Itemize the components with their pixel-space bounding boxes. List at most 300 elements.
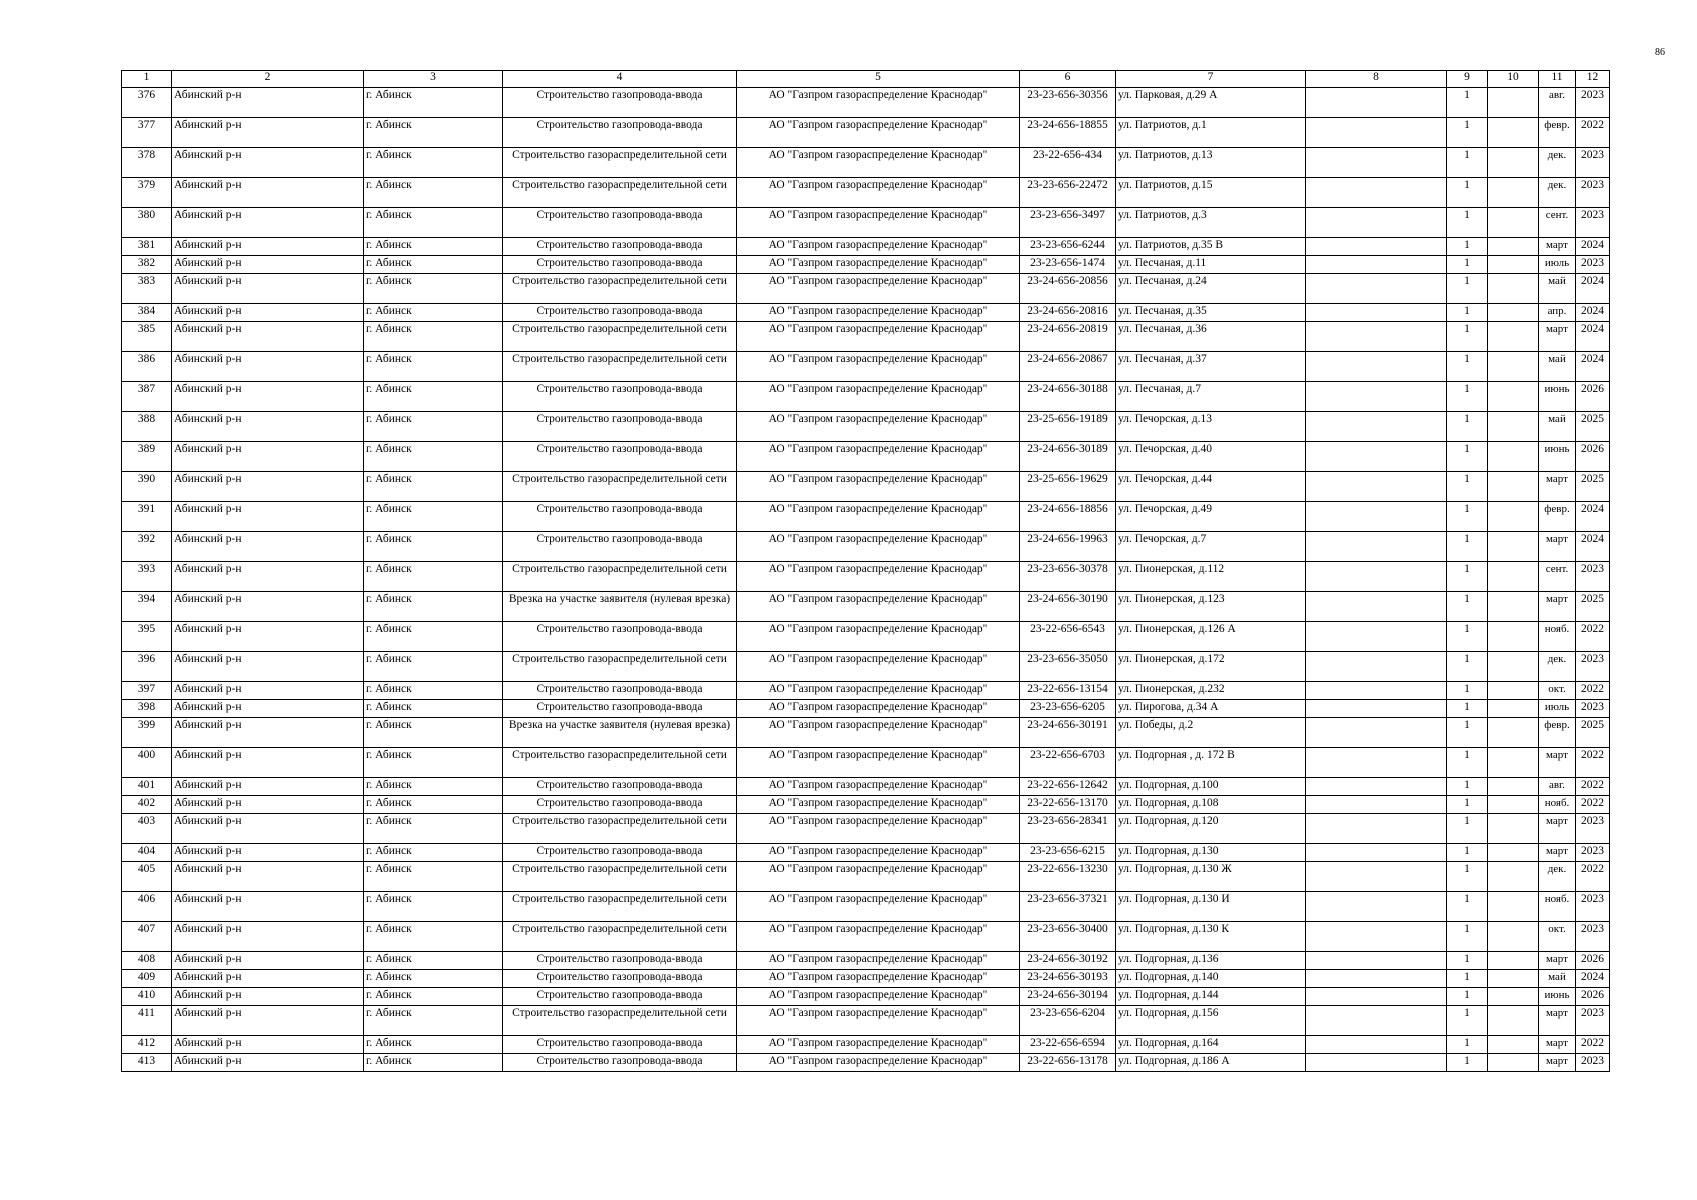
count-cell: 1	[1447, 352, 1488, 382]
column-8-cell	[1306, 970, 1447, 988]
application-code-cell: 23-23-656-1474	[1020, 256, 1116, 274]
organization-cell: АО "Газпром газораспределение Краснодар"	[737, 442, 1020, 472]
organization-cell: АО "Газпром газораспределение Краснодар"	[737, 778, 1020, 796]
year-cell: 2022	[1576, 778, 1610, 796]
organization-cell: АО "Газпром газораспределение Краснодар"	[737, 238, 1020, 256]
application-code-cell: 23-23-656-6215	[1020, 844, 1116, 862]
row-number: 392	[122, 532, 172, 562]
month-cell: март	[1539, 472, 1576, 502]
district-cell: Абинский р-н	[172, 256, 364, 274]
count-cell: 1	[1447, 412, 1488, 442]
column-10-cell	[1488, 592, 1539, 622]
district-cell: Абинский р-н	[172, 304, 364, 322]
year-cell: 2024	[1576, 322, 1610, 352]
application-code-cell: 23-23-656-30400	[1020, 922, 1116, 952]
column-10-cell	[1488, 304, 1539, 322]
organization-cell: АО "Газпром газораспределение Краснодар"	[737, 382, 1020, 412]
organization-cell: АО "Газпром газораспределение Краснодар"	[737, 256, 1020, 274]
work-type-cell: Строительство газопровода-ввода	[503, 844, 737, 862]
city-cell: г. Абинск	[364, 256, 503, 274]
month-cell: дек.	[1539, 148, 1576, 178]
city-cell: г. Абинск	[364, 892, 503, 922]
table-row	[122, 1006, 1610, 1036]
city-cell: г. Абинск	[364, 592, 503, 622]
month-cell: авг.	[1539, 88, 1576, 118]
work-type-cell: Строительство газопровода-ввода	[503, 382, 737, 412]
district-cell: Абинский р-н	[172, 778, 364, 796]
row-number: 413	[122, 1054, 172, 1072]
row-number: 387	[122, 382, 172, 412]
year-cell: 2023	[1576, 88, 1610, 118]
year-cell: 2022	[1576, 622, 1610, 652]
district-cell: Абинский р-н	[172, 178, 364, 208]
application-code-cell: 23-22-656-13230	[1020, 862, 1116, 892]
table-row	[122, 922, 1610, 952]
count-cell: 1	[1447, 844, 1488, 862]
column-8-cell	[1306, 952, 1447, 970]
application-code-cell: 23-22-656-13170	[1020, 796, 1116, 814]
address-cell: ул. Подгорная, д.130 К	[1116, 922, 1306, 952]
district-cell: Абинский р-н	[172, 862, 364, 892]
work-type-cell: Строительство газопровода-ввода	[503, 88, 737, 118]
column-10-cell	[1488, 988, 1539, 1006]
table-row	[122, 622, 1610, 652]
district-cell: Абинский р-н	[172, 238, 364, 256]
registry-table	[121, 70, 1610, 1072]
address-cell: ул. Песчаная, д.7	[1116, 382, 1306, 412]
organization-cell: АО "Газпром газораспределение Краснодар"	[737, 88, 1020, 118]
column-8-cell	[1306, 622, 1447, 652]
organization-cell: АО "Газпром газораспределение Краснодар"	[737, 814, 1020, 844]
table-row	[122, 652, 1610, 682]
count-cell: 1	[1447, 148, 1488, 178]
application-code-cell: 23-24-656-20816	[1020, 304, 1116, 322]
row-number: 399	[122, 718, 172, 748]
organization-cell: АО "Газпром газораспределение Краснодар"	[737, 718, 1020, 748]
month-cell: сент.	[1539, 562, 1576, 592]
district-cell: Абинский р-н	[172, 988, 364, 1006]
work-type-cell: Строительство газопровода-ввода	[503, 1036, 737, 1054]
year-cell: 2025	[1576, 412, 1610, 442]
month-cell: март	[1539, 592, 1576, 622]
organization-cell: АО "Газпром газораспределение Краснодар"	[737, 748, 1020, 778]
district-cell: Абинский р-н	[172, 1054, 364, 1072]
column-header: 5	[737, 71, 1020, 88]
count-cell: 1	[1447, 1054, 1488, 1072]
address-cell: ул. Патриотов, д.1	[1116, 118, 1306, 148]
table-row	[122, 256, 1610, 274]
year-cell: 2026	[1576, 952, 1610, 970]
district-cell: Абинский р-н	[172, 1036, 364, 1054]
table-row	[122, 88, 1610, 118]
row-number: 382	[122, 256, 172, 274]
count-cell: 1	[1447, 718, 1488, 748]
column-10-cell	[1488, 562, 1539, 592]
city-cell: г. Абинск	[364, 844, 503, 862]
year-cell: 2026	[1576, 988, 1610, 1006]
district-cell: Абинский р-н	[172, 952, 364, 970]
application-code-cell: 23-22-656-6543	[1020, 622, 1116, 652]
address-cell: ул. Победы, д.2	[1116, 718, 1306, 748]
column-header: 1	[122, 71, 172, 88]
application-code-cell: 23-24-656-30189	[1020, 442, 1116, 472]
organization-cell: АО "Газпром газораспределение Краснодар"	[737, 562, 1020, 592]
application-code-cell: 23-24-656-30193	[1020, 970, 1116, 988]
column-10-cell	[1488, 622, 1539, 652]
organization-cell: АО "Газпром газораспределение Краснодар"	[737, 532, 1020, 562]
work-type-cell: Врезка на участке заявителя (нулевая врезка)	[503, 718, 737, 748]
city-cell: г. Абинск	[364, 1054, 503, 1072]
column-10-cell	[1488, 796, 1539, 814]
column-10-cell	[1488, 352, 1539, 382]
column-10-cell	[1488, 148, 1539, 178]
organization-cell: АО "Газпром газораспределение Краснодар"	[737, 208, 1020, 238]
table-row	[122, 892, 1610, 922]
application-code-cell: 23-24-656-19963	[1020, 532, 1116, 562]
count-cell: 1	[1447, 208, 1488, 238]
column-8-cell	[1306, 322, 1447, 352]
address-cell: ул. Подгорная, д.144	[1116, 988, 1306, 1006]
table-row	[122, 382, 1610, 412]
count-cell: 1	[1447, 622, 1488, 652]
district-cell: Абинский р-н	[172, 382, 364, 412]
application-code-cell: 23-23-656-6204	[1020, 1006, 1116, 1036]
month-cell: июль	[1539, 700, 1576, 718]
column-8-cell	[1306, 472, 1447, 502]
column-header: 2	[172, 71, 364, 88]
district-cell: Абинский р-н	[172, 442, 364, 472]
month-cell: май	[1539, 412, 1576, 442]
work-type-cell: Строительство газопровода-ввода	[503, 952, 737, 970]
city-cell: г. Абинск	[364, 862, 503, 892]
count-cell: 1	[1447, 238, 1488, 256]
address-cell: ул. Печорская, д.7	[1116, 532, 1306, 562]
year-cell: 2023	[1576, 814, 1610, 844]
column-10-cell	[1488, 502, 1539, 532]
application-code-cell: 23-22-656-13178	[1020, 1054, 1116, 1072]
table-row	[122, 814, 1610, 844]
column-10-cell	[1488, 844, 1539, 862]
column-8-cell	[1306, 502, 1447, 532]
table-row	[122, 502, 1610, 532]
organization-cell: АО "Газпром газораспределение Краснодар"	[737, 472, 1020, 502]
row-number: 378	[122, 148, 172, 178]
column-10-cell	[1488, 88, 1539, 118]
address-cell: ул. Печорская, д.40	[1116, 442, 1306, 472]
district-cell: Абинский р-н	[172, 922, 364, 952]
count-cell: 1	[1447, 814, 1488, 844]
month-cell: март	[1539, 844, 1576, 862]
address-cell: ул. Подгорная, д.130 И	[1116, 892, 1306, 922]
organization-cell: АО "Газпром газораспределение Краснодар"	[737, 700, 1020, 718]
row-number: 385	[122, 322, 172, 352]
table-row	[122, 952, 1610, 970]
application-code-cell: 23-24-656-30188	[1020, 382, 1116, 412]
column-8-cell	[1306, 988, 1447, 1006]
application-code-cell: 23-23-656-6244	[1020, 238, 1116, 256]
application-code-cell: 23-22-656-6703	[1020, 748, 1116, 778]
count-cell: 1	[1447, 274, 1488, 304]
address-cell: ул. Песчаная, д.24	[1116, 274, 1306, 304]
table-row	[122, 682, 1610, 700]
column-8-cell	[1306, 442, 1447, 472]
column-10-cell	[1488, 922, 1539, 952]
organization-cell: АО "Газпром газораспределение Краснодар"	[737, 1036, 1020, 1054]
month-cell: март	[1539, 532, 1576, 562]
table-row	[122, 748, 1610, 778]
address-cell: ул. Печорская, д.49	[1116, 502, 1306, 532]
work-type-cell: Строительство газопровода-ввода	[503, 778, 737, 796]
column-8-cell	[1306, 352, 1447, 382]
district-cell: Абинский р-н	[172, 592, 364, 622]
row-number: 409	[122, 970, 172, 988]
table-row	[122, 592, 1610, 622]
row-number: 376	[122, 88, 172, 118]
address-cell: ул. Подгорная, д.120	[1116, 814, 1306, 844]
work-type-cell: Строительство газопровода-ввода	[503, 532, 737, 562]
column-8-cell	[1306, 682, 1447, 700]
column-8-cell	[1306, 178, 1447, 208]
application-code-cell: 23-24-656-18855	[1020, 118, 1116, 148]
application-code-cell: 23-23-656-22472	[1020, 178, 1116, 208]
year-cell: 2023	[1576, 652, 1610, 682]
year-cell: 2022	[1576, 118, 1610, 148]
application-code-cell: 23-23-656-28341	[1020, 814, 1116, 844]
month-cell: февр.	[1539, 502, 1576, 532]
table-row	[122, 412, 1610, 442]
count-cell: 1	[1447, 700, 1488, 718]
year-cell: 2022	[1576, 748, 1610, 778]
city-cell: г. Абинск	[364, 922, 503, 952]
count-cell: 1	[1447, 178, 1488, 208]
column-10-cell	[1488, 652, 1539, 682]
district-cell: Абинский р-н	[172, 682, 364, 700]
column-10-cell	[1488, 532, 1539, 562]
application-code-cell: 23-24-656-30191	[1020, 718, 1116, 748]
district-cell: Абинский р-н	[172, 796, 364, 814]
work-type-cell: Строительство газораспределительной сети	[503, 472, 737, 502]
column-10-cell	[1488, 970, 1539, 988]
work-type-cell: Строительство газопровода-ввода	[503, 682, 737, 700]
city-cell: г. Абинск	[364, 718, 503, 748]
row-number: 412	[122, 1036, 172, 1054]
table-row	[122, 118, 1610, 148]
city-cell: г. Абинск	[364, 970, 503, 988]
year-cell: 2024	[1576, 532, 1610, 562]
column-header: 8	[1306, 71, 1447, 88]
table-row	[122, 718, 1610, 748]
year-cell: 2024	[1576, 352, 1610, 382]
district-cell: Абинский р-н	[172, 322, 364, 352]
count-cell: 1	[1447, 988, 1488, 1006]
count-cell: 1	[1447, 778, 1488, 796]
application-code-cell: 23-24-656-30190	[1020, 592, 1116, 622]
address-cell: ул. Пионерская, д.126 А	[1116, 622, 1306, 652]
column-10-cell	[1488, 1054, 1539, 1072]
application-code-cell: 23-23-656-37321	[1020, 892, 1116, 922]
application-code-cell: 23-22-656-6594	[1020, 1036, 1116, 1054]
column-8-cell	[1306, 1036, 1447, 1054]
organization-cell: АО "Газпром газораспределение Краснодар"	[737, 178, 1020, 208]
city-cell: г. Абинск	[364, 382, 503, 412]
row-number: 403	[122, 814, 172, 844]
application-code-cell: 23-24-656-20867	[1020, 352, 1116, 382]
application-code-cell: 23-23-656-35050	[1020, 652, 1116, 682]
year-cell: 2023	[1576, 922, 1610, 952]
column-8-cell	[1306, 592, 1447, 622]
work-type-cell: Строительство газораспределительной сети	[503, 652, 737, 682]
work-type-cell: Строительство газораспределительной сети	[503, 352, 737, 382]
row-number: 408	[122, 952, 172, 970]
count-cell: 1	[1447, 922, 1488, 952]
city-cell: г. Абинск	[364, 796, 503, 814]
column-8-cell	[1306, 256, 1447, 274]
organization-cell: АО "Газпром газораспределение Краснодар"	[737, 148, 1020, 178]
organization-cell: АО "Газпром газораспределение Краснодар"	[737, 970, 1020, 988]
district-cell: Абинский р-н	[172, 472, 364, 502]
column-10-cell	[1488, 814, 1539, 844]
count-cell: 1	[1447, 118, 1488, 148]
row-number: 388	[122, 412, 172, 442]
city-cell: г. Абинск	[364, 700, 503, 718]
year-cell: 2023	[1576, 562, 1610, 592]
table-row	[122, 1054, 1610, 1072]
column-8-cell	[1306, 382, 1447, 412]
district-cell: Абинский р-н	[172, 562, 364, 592]
work-type-cell: Строительство газораспределительной сети	[503, 322, 737, 352]
application-code-cell: 23-24-656-18856	[1020, 502, 1116, 532]
month-cell: февр.	[1539, 718, 1576, 748]
year-cell: 2026	[1576, 442, 1610, 472]
year-cell: 2022	[1576, 1036, 1610, 1054]
row-number: 380	[122, 208, 172, 238]
organization-cell: АО "Газпром газораспределение Краснодар"	[737, 922, 1020, 952]
city-cell: г. Абинск	[364, 622, 503, 652]
work-type-cell: Строительство газораспределительной сети	[503, 148, 737, 178]
city-cell: г. Абинск	[364, 562, 503, 592]
address-cell: ул. Пионерская, д.172	[1116, 652, 1306, 682]
city-cell: г. Абинск	[364, 322, 503, 352]
month-cell: июнь	[1539, 988, 1576, 1006]
count-cell: 1	[1447, 472, 1488, 502]
column-10-cell	[1488, 442, 1539, 472]
table-row	[122, 844, 1610, 862]
row-number: 395	[122, 622, 172, 652]
count-cell: 1	[1447, 952, 1488, 970]
table-row	[122, 208, 1610, 238]
month-cell: март	[1539, 748, 1576, 778]
application-code-cell: 23-23-656-6205	[1020, 700, 1116, 718]
work-type-cell: Строительство газопровода-ввода	[503, 502, 737, 532]
column-8-cell	[1306, 88, 1447, 118]
work-type-cell: Врезка на участке заявителя (нулевая врезка)	[503, 592, 737, 622]
year-cell: 2023	[1576, 700, 1610, 718]
organization-cell: АО "Газпром газораспределение Краснодар"	[737, 988, 1020, 1006]
address-cell: ул. Песчаная, д.35	[1116, 304, 1306, 322]
city-cell: г. Абинск	[364, 988, 503, 1006]
address-cell: ул. Печорская, д.44	[1116, 472, 1306, 502]
city-cell: г. Абинск	[364, 352, 503, 382]
year-cell: 2024	[1576, 238, 1610, 256]
work-type-cell: Строительство газораспределительной сети	[503, 748, 737, 778]
row-number: 406	[122, 892, 172, 922]
year-cell: 2025	[1576, 718, 1610, 748]
city-cell: г. Абинск	[364, 274, 503, 304]
district-cell: Абинский р-н	[172, 352, 364, 382]
city-cell: г. Абинск	[364, 1006, 503, 1036]
year-cell: 2022	[1576, 682, 1610, 700]
table-row	[122, 322, 1610, 352]
column-10-cell	[1488, 862, 1539, 892]
city-cell: г. Абинск	[364, 682, 503, 700]
column-8-cell	[1306, 748, 1447, 778]
application-code-cell: 23-24-656-20819	[1020, 322, 1116, 352]
address-cell: ул. Пионерская, д.232	[1116, 682, 1306, 700]
column-8-cell	[1306, 118, 1447, 148]
address-cell: ул. Подгорная, д.130 Ж	[1116, 862, 1306, 892]
organization-cell: АО "Газпром газораспределение Краснодар"	[737, 592, 1020, 622]
city-cell: г. Абинск	[364, 748, 503, 778]
column-10-cell	[1488, 118, 1539, 148]
table-row	[122, 274, 1610, 304]
table-body	[122, 88, 1610, 1072]
district-cell: Абинский р-н	[172, 532, 364, 562]
organization-cell: АО "Газпром газораспределение Краснодар"	[737, 412, 1020, 442]
district-cell: Абинский р-н	[172, 148, 364, 178]
month-cell: март	[1539, 952, 1576, 970]
year-cell: 2023	[1576, 208, 1610, 238]
table-row	[122, 472, 1610, 502]
year-cell: 2023	[1576, 148, 1610, 178]
month-cell: июль	[1539, 256, 1576, 274]
column-8-cell	[1306, 562, 1447, 592]
count-cell: 1	[1447, 532, 1488, 562]
table-row	[122, 148, 1610, 178]
year-cell: 2024	[1576, 274, 1610, 304]
column-8-cell	[1306, 844, 1447, 862]
city-cell: г. Абинск	[364, 148, 503, 178]
work-type-cell: Строительство газопровода-ввода	[503, 622, 737, 652]
district-cell: Абинский р-н	[172, 970, 364, 988]
row-number: 390	[122, 472, 172, 502]
row-number: 404	[122, 844, 172, 862]
address-cell: ул. Подгорная, д.186 А	[1116, 1054, 1306, 1072]
application-code-cell: 23-24-656-30192	[1020, 952, 1116, 970]
district-cell: Абинский р-н	[172, 892, 364, 922]
district-cell: Абинский р-н	[172, 652, 364, 682]
count-cell: 1	[1447, 256, 1488, 274]
row-number: 389	[122, 442, 172, 472]
work-type-cell: Строительство газораспределительной сети	[503, 274, 737, 304]
city-cell: г. Абинск	[364, 952, 503, 970]
organization-cell: АО "Газпром газораспределение Краснодар"	[737, 862, 1020, 892]
column-8-cell	[1306, 718, 1447, 748]
application-code-cell: 23-25-656-19189	[1020, 412, 1116, 442]
column-8-cell	[1306, 814, 1447, 844]
column-10-cell	[1488, 952, 1539, 970]
application-code-cell: 23-25-656-19629	[1020, 472, 1116, 502]
application-code-cell: 23-24-656-20856	[1020, 274, 1116, 304]
district-cell: Абинский р-н	[172, 1006, 364, 1036]
month-cell: авг.	[1539, 778, 1576, 796]
column-10-cell	[1488, 1006, 1539, 1036]
work-type-cell: Строительство газораспределительной сети	[503, 922, 737, 952]
work-type-cell: Строительство газопровода-ввода	[503, 988, 737, 1006]
column-8-cell	[1306, 304, 1447, 322]
column-number-row	[122, 71, 1610, 88]
column-header: 10	[1488, 71, 1539, 88]
work-type-cell: Строительство газопровода-ввода	[503, 412, 737, 442]
